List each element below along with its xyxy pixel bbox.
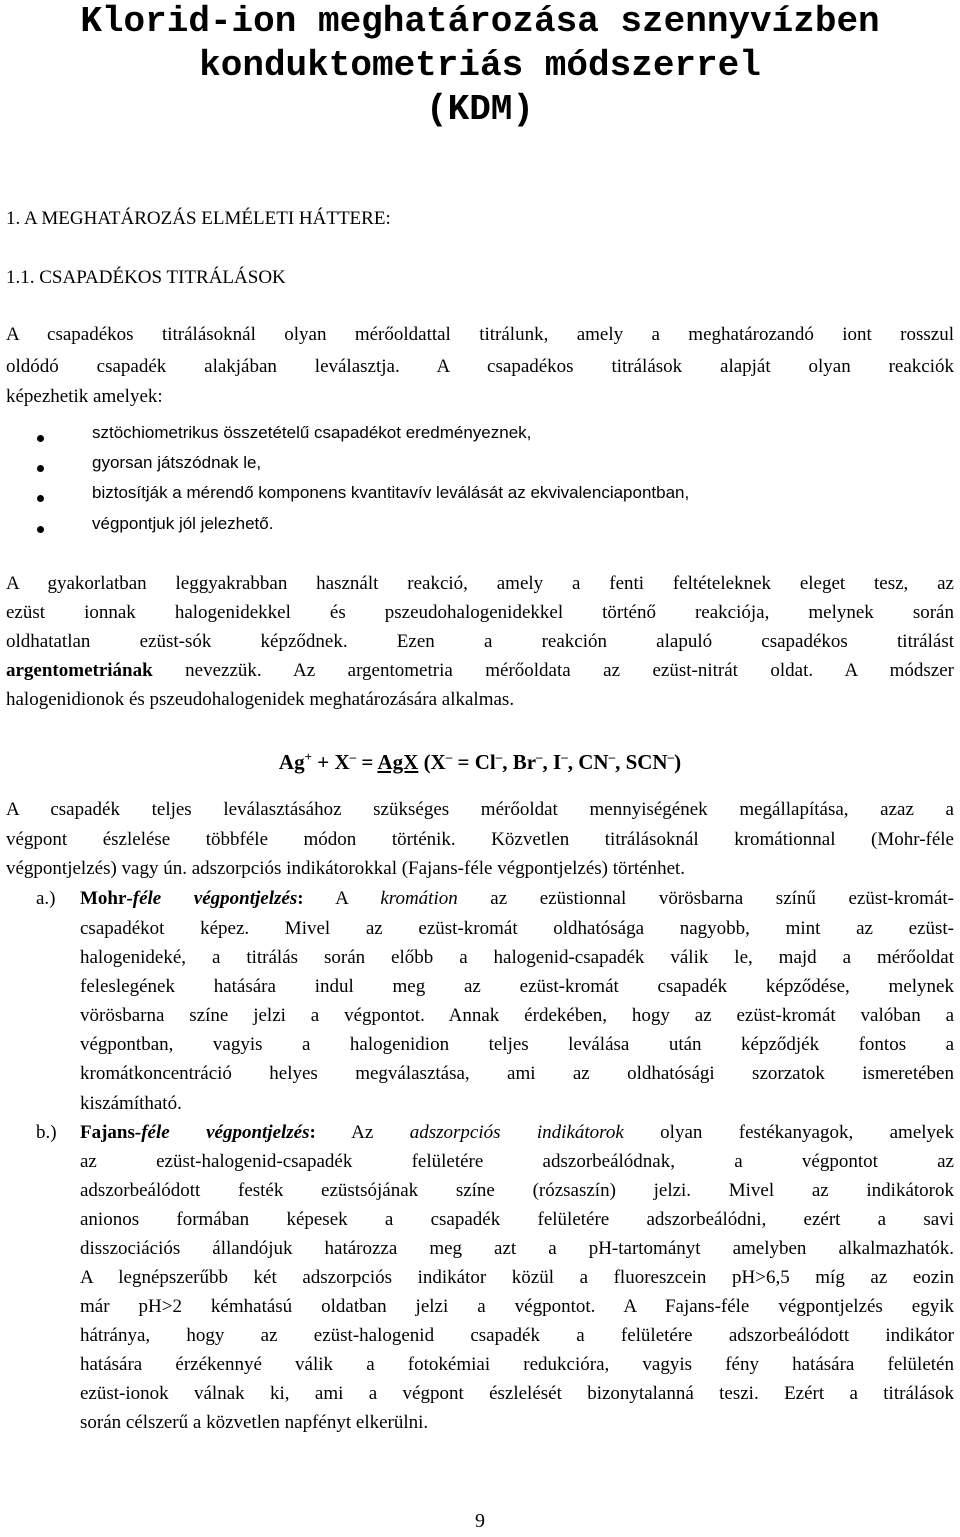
mohr-term-suffix: -féle végpontjelzés [126,888,298,909]
page-number: 9 [475,1510,485,1532]
formula-x: + X [312,750,350,774]
paragraph-2-line-5: halogenidionok és pszeudohalogenidek meghatározására alkalmas. [6,689,515,710]
mohr-line-4: feleslegének hatására indul meg az ezüst-kromát csapadék képződése, melynek [80,976,954,997]
mohr-line-8: kiszámítható. [80,1093,182,1114]
paragraph-2-line-3: oldhatatlan ezüst-sók képződnek. Ezen a reakción alapuló csapadékos titrálást [6,631,954,652]
fajans-line-7: már pH>2 kémhatású oldatban jelzi a végpontot. A Fajans-féle végpontjelzés egyik [80,1296,954,1317]
mohr-colon: : [297,888,304,909]
mohr-line-2: csapadékot képez. Mivel az ezüst-kromát oldhatósága nagyobb, mint az ezüst- [80,918,954,939]
formula-x2: (X [418,750,446,774]
paragraph-1-line-2: oldódó csapadék alakjában leválasztja. A csapadékos titrálások alapját olyan reakciók [6,356,954,377]
bullet-item: gyorsan játszódnak le, [92,453,262,472]
paragraph-3-line-2: végpont észlelése többféle módon történik. Közvetlen titrálásoknál kromátionnal (Mohr-féle [6,829,954,850]
bullet-dot [37,495,44,502]
reaction-formula [0,742,960,777]
paragraph-3-line-1: A csapadék teljes leválasztásához szükséges mérőoldat mennyiségének megállapítása, azaz a [6,799,954,820]
paragraph-2-line-1: A gyakorlatban leggyakrabban használt reakció, amely a fenti feltételeknek eleget tesz, az [6,573,954,594]
bullet-dot [37,526,44,533]
title-line-1: Klorid-ion meghatározása szennyvízben [80,1,880,42]
mohr-text-rest: az ezüstionnal vörösbarna színű ezüst-kromát- [457,888,954,909]
fajans-text: Az [315,1122,410,1143]
paragraph-3-line-3: végpontjelzés) vagy ún. adszorpciós indikátorokkal (Fajans-féle végpontjelzés) történhet. [6,858,686,879]
title-line-3: (KDM) [425,89,535,130]
bullet-item: sztöchiometrikus összetételű csapadékot eredményeznek, [92,423,532,442]
formula-charge: – [495,749,503,764]
fajans-line-5: disszociációs állandójuk határozza meg azt a pH-tartományt amelyben alkalmazhatók. [80,1238,954,1259]
formula-cl: = Cl [452,750,496,774]
formula-charge: + [304,749,313,764]
formula-charge: – [561,749,568,764]
formula-charge: – [349,749,357,764]
formula-scn: , SCN [615,750,668,774]
fajans-text-rest: olyan festékanyagok, amelyek [623,1122,954,1143]
paragraph-1-line-3: képezhetik amelyek: [6,386,163,407]
formula-agx: AgX [377,750,419,774]
mohr-line-1 [80,886,954,912]
paragraph-1-line-1: A csapadékos titrálásoknál olyan mérőoldattal titrálunk, amely a meghatározandó iont rosszul [6,324,954,345]
fajans-line-2: az ezüst-halogenid-csapadék felületére adszorbeálódnak, a végpontot az [80,1151,954,1172]
fajans-line-11: során célszerű a közvetlen napfényt elkerülni. [80,1412,429,1433]
document-title [0,0,960,132]
fajans-term: Fajans [80,1122,135,1143]
bullet-item: végpontjuk jól jelezhető. [92,514,274,533]
mohr-line-5: vörösbarna színe jelzi a végpontot. Annak érdekében, hogy az ezüst-kromát valóban a [80,1005,954,1026]
mohr-italic-term: kromátion [380,888,458,909]
paragraph-2-line-4-rest: nevezzük. Az argentometria mérőoldata az ezüst-nitrát oldat. A módszer [152,660,954,681]
formula-charge: – [445,749,453,764]
mohr-line-6: végpontban, vagyis a halogenidion teljes leválása után képződjék fontos a [80,1034,954,1055]
bullet-dot [37,465,44,472]
fajans-line-10: ezüst-ionok válnak ki, ami a végpont észlelését bizonytalanná teszi. Ezért a titrálások [80,1383,954,1404]
bullet-dot [37,435,44,442]
formula-charge: – [536,749,543,764]
paragraph-2-line-2: ezüst ionnak halogenidekkel és pszeudohalogenidekkel történő reakciója, melynek során [6,602,954,623]
formula-close: ) [674,750,682,774]
fajans-line-1 [80,1120,954,1146]
bullet-item: biztosítják a mérendő komponens kvantitavív leválását az ekvivalenciapontban, [92,483,690,502]
fajans-line-6: A legnépszerűbb két adszorpciós indikátor közül a fluoreszcein pH>6,5 míg az eozin [80,1267,954,1288]
section-heading-1-1: 1.1. CSAPADÉKOS TITRÁLÁSOK [6,267,286,288]
fajans-line-9: hatására érzékennyé válik a fotokémiai redukcióra, vagyis fény hatására felületén [80,1354,954,1375]
paragraph-2-line-4 [6,658,954,684]
fajans-italic-term: adszorpciós indikátorok [409,1122,624,1143]
term-argentometria: argentometriának [6,660,153,681]
section-heading-1: 1. A MEGHATÁROZÁS ELMÉLETI HÁTTERE: [6,208,391,229]
formula-equals: = [356,750,378,774]
list-marker-a: a.) [36,888,56,909]
list-marker-b: b.) [36,1122,57,1143]
fajans-line-4: anionos formában képesek a csapadék felületére adszorbeálódni, ezért a savi [80,1209,954,1230]
formula-br: , Br [502,750,537,774]
mohr-line-7: kromátkoncentráció helyes megválasztása, ami az oldhatósági szorzatok ismeretében [80,1063,954,1084]
title-line-2: konduktometriás módszerrel [199,45,761,86]
formula-cn: , CN [567,750,609,774]
formula-charge: – [667,749,675,764]
fajans-line-3: adszorbeálódott festék ezüstsójának színe (rózsaszín) jelzi. Mivel az indikátorok [80,1180,954,1201]
fajans-term-suffix: -féle végpontjelzés [134,1122,310,1143]
fajans-colon: : [309,1122,316,1143]
mohr-text: A [303,888,381,909]
formula-charge: – [608,749,616,764]
formula-i: , I [542,750,562,774]
mohr-term: Mohr [80,888,127,909]
mohr-line-3: halogenideké, a titrálás során előbb a halogenid-csapadék válik le, majd a mérőoldat [80,947,954,968]
formula-ag: Ag [278,750,305,774]
fajans-line-8: hátránya, hogy az ezüst-halogenid csapadék a felületére adszorbeálódott indikátor [80,1325,954,1346]
